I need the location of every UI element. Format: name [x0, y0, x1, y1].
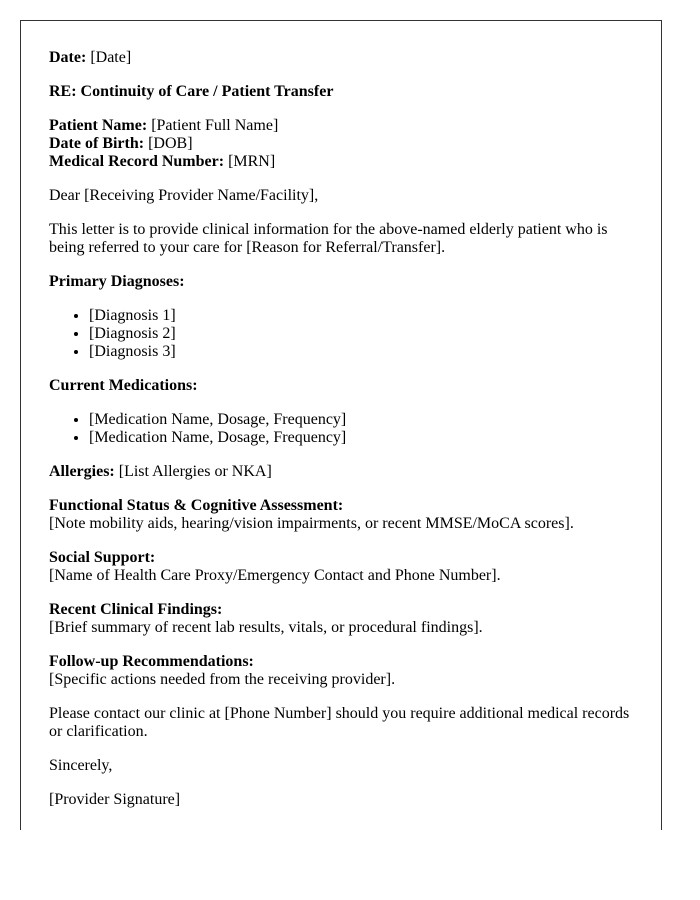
patient-name-line [49, 117, 632, 135]
current-medications-heading: Current Medications: [49, 377, 198, 394]
list-item: • [Diagnosis 1] [89, 307, 632, 325]
functional-status-section [49, 497, 632, 533]
follow-up-heading: Follow-up Recommendations: [49, 653, 254, 670]
recent-findings-text: [Brief summary of recent lab results, vitals, or procedural findings]. [49, 619, 483, 636]
social-support-section [49, 549, 632, 585]
intro-paragraph: This letter is to provide clinical information for the above-named elderly patient who is being referred to your care for [Reason for Referral/Transfer]. [49, 221, 608, 256]
functional-status-text: [Note mobility aids, hearing/vision impairments, or recent MMSE/MoCA scores]. [49, 515, 574, 532]
recent-findings-section [49, 601, 632, 637]
date-line [49, 49, 632, 67]
letter-document [20, 20, 662, 830]
social-support-text: [Name of Health Care Proxy/Emergency Contact and Phone Number]. [49, 567, 501, 584]
list-item: • [Diagnosis 2] [89, 325, 632, 343]
contact-paragraph: Please contact our clinic at [Phone Number] should you require additional medical records or clarification. [49, 705, 630, 740]
dob-line [49, 135, 632, 153]
patient-info [49, 117, 632, 171]
primary-diagnoses-heading: Primary Diagnoses: [49, 273, 185, 290]
list-item: • [Medication Name, Dosage, Frequency] [89, 411, 632, 429]
subject-line: RE: Continuity of Care / Patient Transfer [49, 83, 334, 100]
patient-name-label: Patient Name: [49, 117, 148, 134]
salutation: Dear [Receiving Provider Name/Facility], [49, 187, 319, 204]
functional-status-heading: Functional Status & Cognitive Assessment: [49, 497, 344, 514]
allergies-label: Allergies: [49, 463, 115, 480]
date-value: [Date] [90, 49, 132, 66]
follow-up-text: [Specific actions needed from the receiving provider]. [49, 671, 396, 688]
allergies-line [49, 463, 632, 481]
patient-name-value: [Patient Full Name] [151, 117, 279, 134]
follow-up-section [49, 653, 632, 689]
current-medications-list [49, 411, 632, 447]
signature: [Provider Signature] [49, 791, 181, 808]
primary-diagnoses-list [49, 307, 632, 361]
date-label: Date: [49, 49, 87, 66]
list-item: • [Diagnosis 3] [89, 343, 632, 361]
dob-value: [DOB] [148, 135, 193, 152]
closing: Sincerely, [49, 757, 113, 774]
dob-label: Date of Birth: [49, 135, 145, 152]
mrn-line [49, 153, 632, 171]
mrn-label: Medical Record Number: [49, 153, 225, 170]
mrn-value: [MRN] [228, 153, 276, 170]
allergies-value: [List Allergies or NKA] [118, 463, 272, 480]
recent-findings-heading: Recent Clinical Findings: [49, 601, 223, 618]
list-item: • [Medication Name, Dosage, Frequency] [89, 429, 632, 447]
social-support-heading: Social Support: [49, 549, 156, 566]
